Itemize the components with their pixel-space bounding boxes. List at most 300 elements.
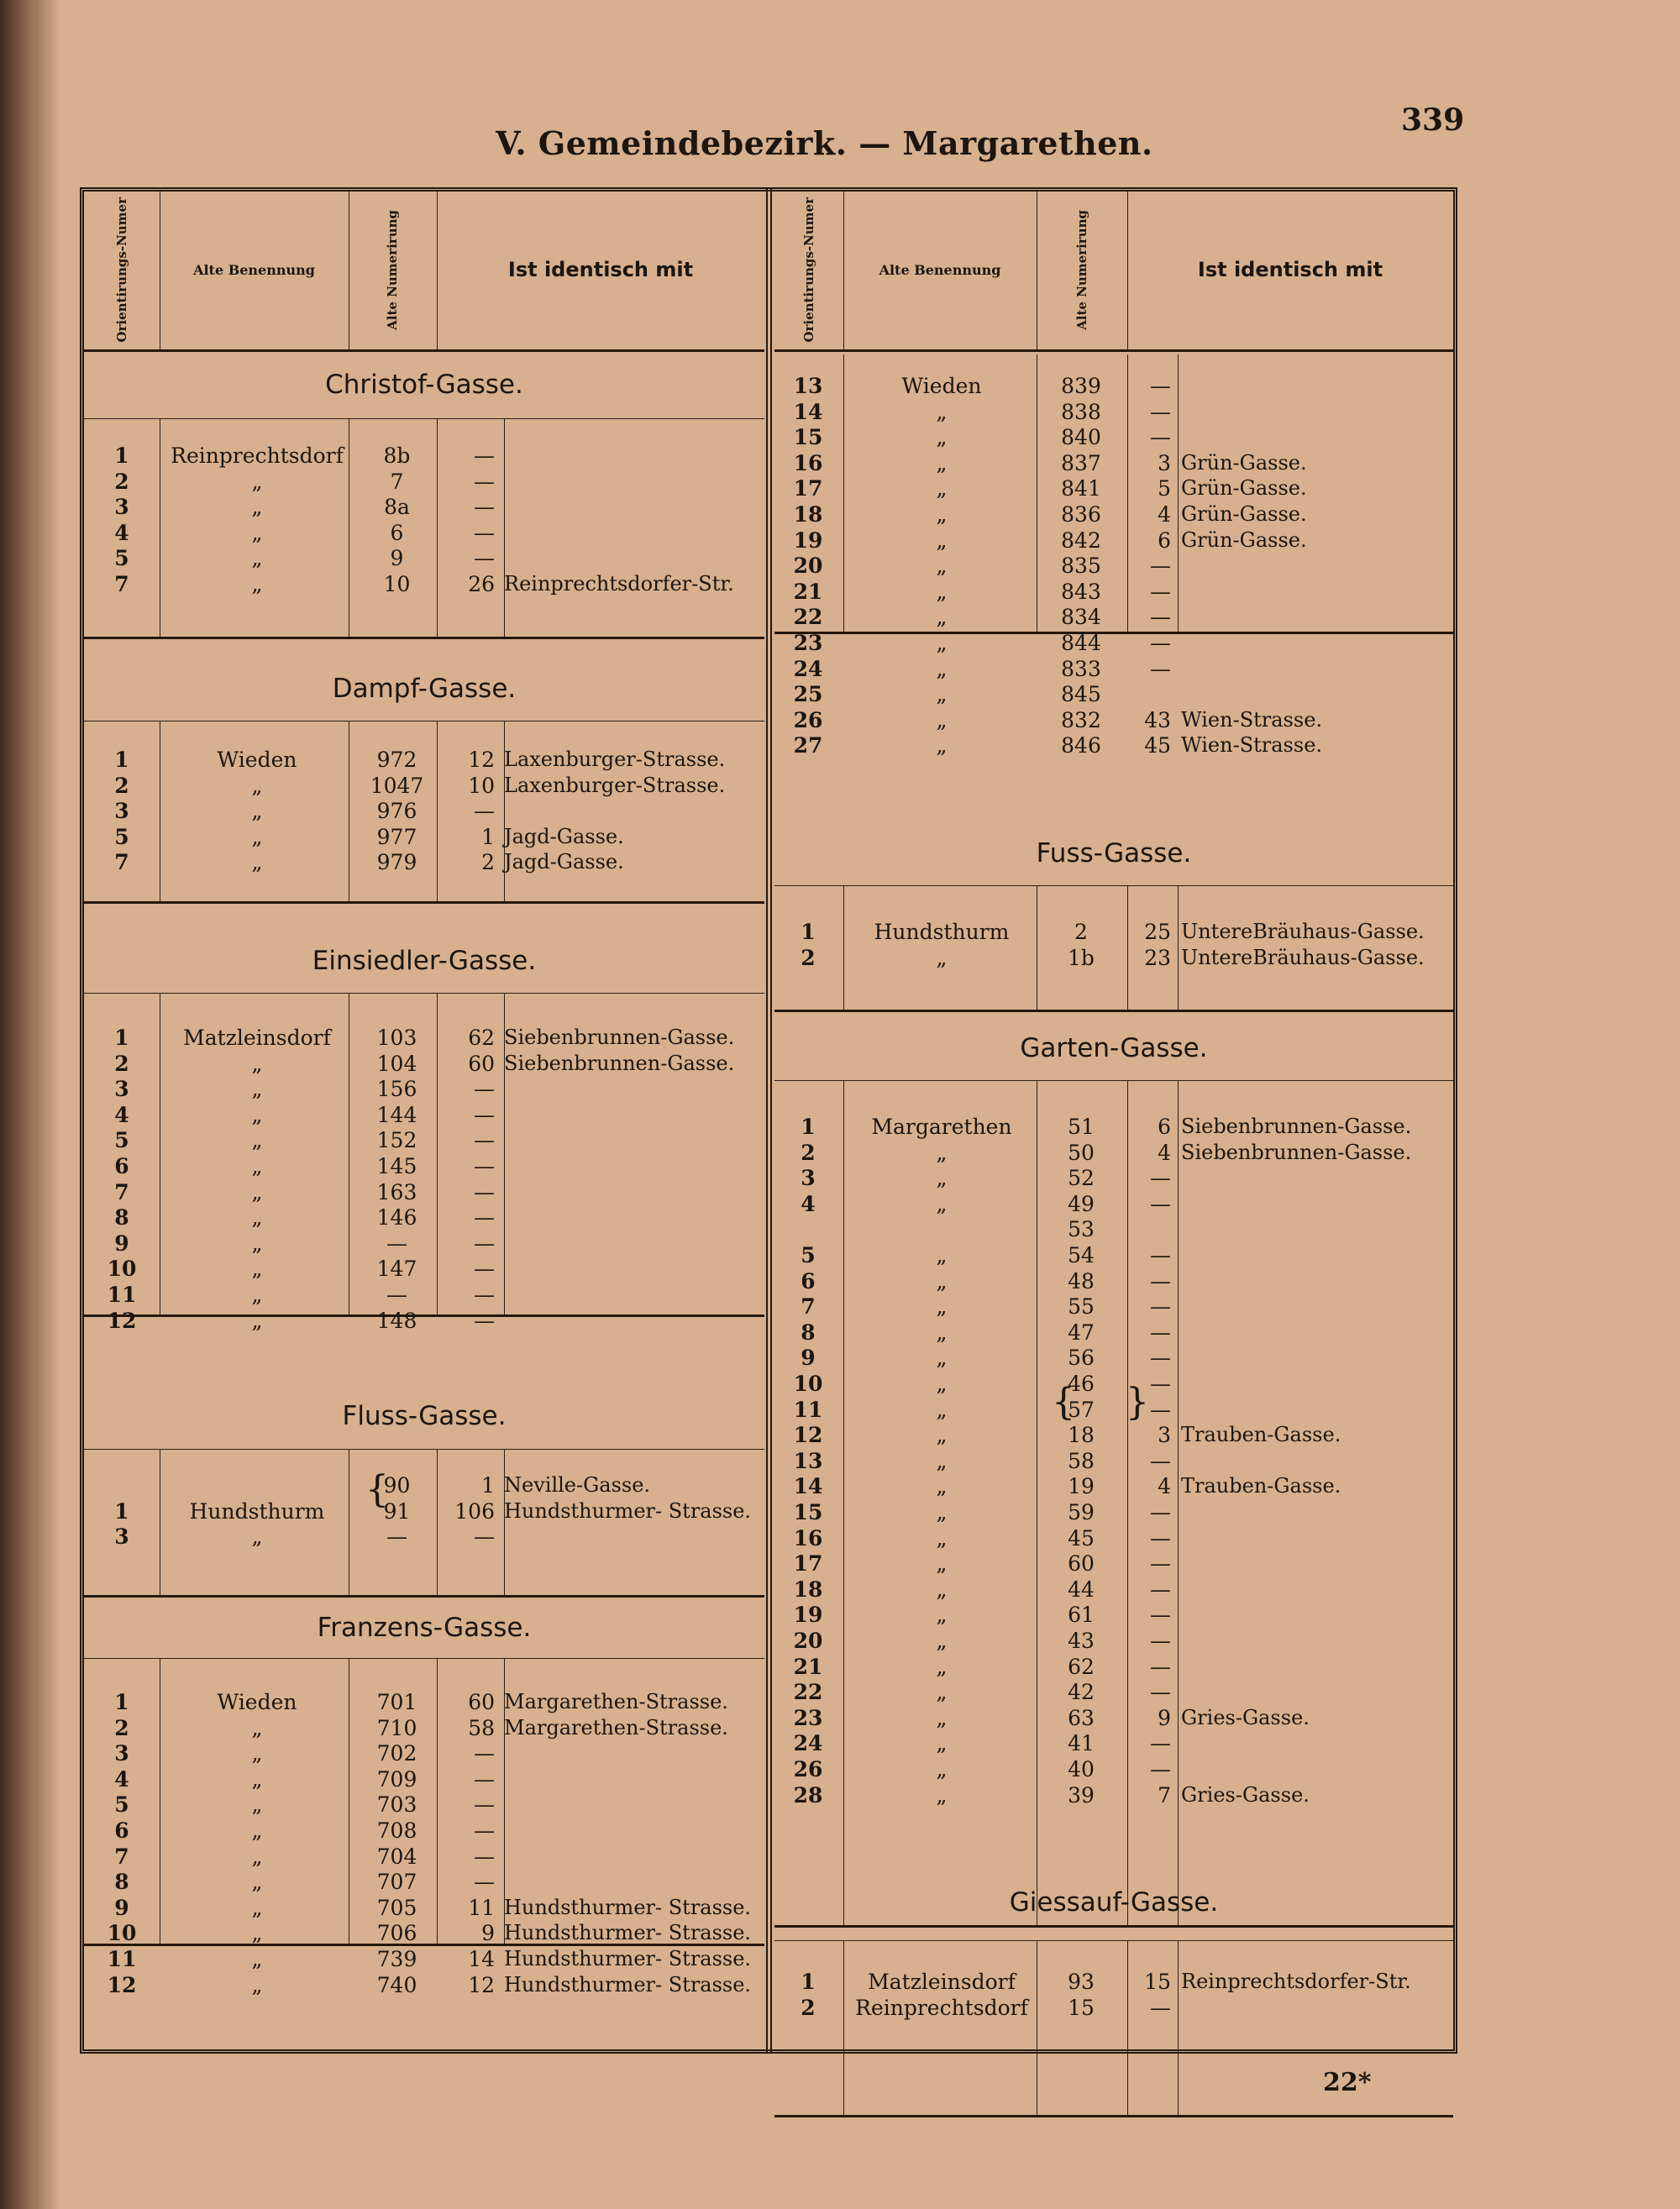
- cell-alt: „: [251, 850, 263, 875]
- cell-alt: „: [251, 1870, 263, 1895]
- section-title: Dampf-Gasse.: [332, 674, 517, 704]
- cell-alt: „: [936, 579, 948, 604]
- cell-alt: „: [251, 1972, 263, 1997]
- cell-identisch: Laxenburger-Strasse.: [504, 748, 726, 771]
- header-bottom-rule: [774, 349, 1453, 352]
- cell-new: —: [1150, 374, 1171, 398]
- table-row: [774, 656, 1453, 682]
- cell-alt: „: [251, 1257, 263, 1282]
- table-row: [84, 571, 764, 597]
- cell-altnr: 844: [1061, 631, 1101, 655]
- cell-alt: „: [936, 1372, 948, 1396]
- table-row: [84, 1689, 764, 1715]
- cell-nr: 11: [107, 1947, 137, 1971]
- cell-altnr: 103: [376, 1026, 417, 1050]
- table-row: [84, 747, 764, 773]
- cell-alt: „: [936, 631, 948, 655]
- cell-new: —: [1150, 1500, 1171, 1524]
- cell-alt: „: [936, 1782, 948, 1808]
- cell-alt: „: [251, 1766, 263, 1792]
- cell-alt: Hundsthurm: [189, 1498, 325, 1524]
- cell-alt: „: [936, 1525, 948, 1550]
- cell-nr: 3: [114, 799, 129, 824]
- spine-shadow: [35, 0, 60, 2209]
- cell-altnr: 52: [1068, 1166, 1095, 1191]
- cell-nr: 19: [793, 1603, 823, 1628]
- cell-new: 10: [468, 773, 495, 798]
- cell-nr: 16: [793, 1525, 823, 1550]
- cell-new: —: [474, 1766, 495, 1792]
- cell-altnr: 846: [1061, 733, 1101, 758]
- cell-new: 25: [1144, 920, 1171, 944]
- header-ist-identisch-mit: [1127, 190, 1453, 349]
- table-row: [774, 681, 1453, 707]
- cell-alt: „: [936, 527, 948, 553]
- cell-nr: 20: [793, 554, 823, 579]
- section-title: Christof-Gasse.: [325, 370, 523, 400]
- cell-nr: 4: [114, 1102, 129, 1127]
- cell-nr: 4: [114, 520, 129, 545]
- cell-new: —: [1150, 631, 1171, 655]
- section-einsiedler-gasse: [84, 932, 764, 1333]
- table-row: [774, 1499, 1453, 1525]
- cell-new: —: [474, 443, 495, 468]
- table-row: [84, 469, 764, 495]
- cell-nr: 2: [801, 945, 816, 970]
- cell-new: —: [474, 1179, 495, 1204]
- section-fuss-gasse: [774, 825, 1453, 1010]
- cell-altnr: 41: [1068, 1731, 1095, 1756]
- column-rule: [1127, 1940, 1128, 2115]
- cell-nr: 17: [793, 1551, 823, 1577]
- cell-alt: „: [251, 799, 263, 824]
- cell-altnr: 707: [376, 1870, 417, 1895]
- cell-altnr: 9: [390, 546, 404, 571]
- cell-identisch: Grün-Gasse.: [1181, 527, 1307, 552]
- cell-nr: 12: [793, 1423, 823, 1448]
- header-alte-benennung: [160, 190, 349, 349]
- section-bottom-rule: [774, 1010, 1453, 1012]
- table-row: [774, 732, 1453, 758]
- cell-identisch: Gries-Gasse.: [1181, 1782, 1310, 1807]
- cell-alt: „: [251, 1283, 263, 1307]
- cell-new: —: [1150, 1629, 1171, 1653]
- cell-altnr: 841: [1061, 476, 1101, 501]
- table-row: [84, 520, 764, 546]
- cell-nr: 28: [793, 1782, 823, 1808]
- cell-identisch: Neville-Gasse.: [504, 1473, 651, 1497]
- cell-altnr: 705: [376, 1895, 417, 1920]
- section-bottom-rule: [84, 1314, 764, 1317]
- cell-new: —: [474, 1230, 495, 1256]
- cell-nr: 6: [801, 1268, 816, 1293]
- table-row: [84, 1051, 764, 1077]
- cell-nr: 19: [793, 527, 823, 553]
- cell-new: 15: [1144, 1970, 1171, 1994]
- cell-nr: 1: [114, 1026, 129, 1050]
- cell-altnr: 39: [1068, 1782, 1095, 1808]
- cell-alt: „: [936, 733, 948, 758]
- cell-new: 12: [468, 748, 495, 772]
- header-label: Orientirungs-Numer: [801, 197, 816, 343]
- cell-identisch: Laxenburger-Strasse.: [504, 773, 726, 797]
- cell-altnr: 10: [383, 572, 411, 596]
- cell-alt: „: [936, 1423, 948, 1448]
- cell-nr: 14: [793, 399, 823, 424]
- cell-alt: „: [251, 469, 263, 494]
- cell-nr: 25: [793, 682, 823, 707]
- cell-nr: 17: [793, 476, 823, 501]
- cell-altnr: 836: [1061, 502, 1101, 527]
- table-row: [774, 707, 1453, 733]
- header-label: Alte Benennung: [193, 261, 315, 278]
- cell-nr: 15: [793, 425, 823, 450]
- cell-nr: 8: [114, 1205, 129, 1230]
- cell-altnr: 147: [376, 1257, 417, 1282]
- cell-alt: „: [936, 450, 948, 475]
- cell-identisch: Hundsthurmer- Strasse.: [504, 1498, 752, 1523]
- cell-alt: „: [936, 502, 948, 527]
- cell-nr: 7: [801, 1294, 816, 1320]
- cell-nr: 2: [801, 1140, 816, 1165]
- cell-nr: 1: [801, 1115, 816, 1139]
- table-row: [774, 1679, 1453, 1705]
- cell-new: —: [1150, 1525, 1171, 1550]
- cell-new: —: [1150, 399, 1171, 424]
- cell-nr: 6: [114, 1818, 129, 1843]
- cell-nr: 11: [793, 1397, 823, 1422]
- cell-altnr: 43: [1068, 1629, 1095, 1653]
- cell-new: 12: [468, 1972, 495, 1997]
- cell-alt: „: [936, 945, 948, 970]
- cell-altnr: 54: [1068, 1243, 1095, 1267]
- section-title-rule: [774, 885, 1453, 886]
- cell-alt: „: [936, 605, 948, 630]
- table-row: [774, 945, 1453, 971]
- table-row: [774, 1448, 1453, 1474]
- cell-altnr: 163: [376, 1179, 417, 1204]
- cell-nr: 18: [793, 502, 823, 527]
- cell-identisch: Reinprechtsdorfer-Str.: [1181, 1970, 1411, 1993]
- header-ist-identisch-mit: [437, 190, 764, 349]
- right-column: [774, 190, 1453, 2050]
- table-row: [774, 1114, 1453, 1140]
- cell-new: —: [1150, 1551, 1171, 1577]
- cell-nr: 1: [801, 920, 816, 944]
- cell-nr: 7: [114, 1179, 129, 1204]
- cell-alt: Wieden: [217, 1690, 297, 1714]
- cell-altnr: 832: [1061, 707, 1101, 732]
- table-row: [774, 1705, 1453, 1731]
- cell-alt: „: [936, 1757, 948, 1781]
- header-rule: [843, 190, 844, 349]
- cell-nr: 9: [114, 1895, 129, 1920]
- cell-alt: „: [251, 1524, 263, 1550]
- cell-new: —: [474, 1308, 495, 1333]
- cell-nr: 13: [793, 374, 823, 398]
- table-row: [774, 1165, 1453, 1191]
- table-row: [774, 1473, 1453, 1499]
- cell-altnr: 976: [376, 799, 417, 824]
- table-row: [84, 1818, 764, 1844]
- section-continued: [774, 354, 1453, 758]
- cell-identisch: Trauben-Gasse.: [1181, 1474, 1341, 1498]
- cell-altnr: 833: [1061, 656, 1101, 681]
- cell-new: —: [1150, 1654, 1171, 1679]
- table-row: [774, 604, 1453, 630]
- table-row: [774, 1422, 1453, 1448]
- cell-alt: „: [936, 1731, 948, 1756]
- cell-nr: 2: [114, 469, 129, 494]
- table-row: [774, 1191, 1453, 1217]
- cell-altnr: —: [386, 1283, 407, 1307]
- cell-nr: 1: [114, 1498, 129, 1524]
- brace-left-icon: {: [1052, 1381, 1075, 1424]
- cell-new: —: [474, 1283, 495, 1307]
- cell-altnr: 19: [1068, 1474, 1095, 1499]
- cell-alt: „: [936, 1294, 948, 1320]
- cell-nr: 21: [793, 1654, 823, 1679]
- cell-new: —: [1150, 1995, 1171, 2020]
- cell-alt: „: [936, 1500, 948, 1524]
- cell-new: —: [1150, 1603, 1171, 1628]
- cell-alt: „: [936, 476, 948, 501]
- cell-nr: 21: [793, 579, 823, 604]
- cell-alt: „: [251, 1818, 263, 1843]
- cell-nr: 16: [793, 450, 823, 475]
- cell-altnr: 706: [376, 1921, 417, 1946]
- cell-altnr: 840: [1061, 425, 1101, 450]
- cell-alt: Hundsthurm: [874, 920, 1010, 944]
- cell-alt: „: [936, 656, 948, 681]
- cell-new: —: [1150, 579, 1171, 604]
- cell-new: —: [1150, 656, 1171, 681]
- table-row: [774, 1577, 1453, 1603]
- table-row: [84, 545, 764, 571]
- cell-nr: 14: [793, 1474, 823, 1499]
- table-row: [774, 1654, 1453, 1680]
- cell-new: —: [1150, 1320, 1171, 1345]
- cell-new: 43: [1144, 707, 1171, 732]
- table-row: [84, 1472, 764, 1498]
- cell-alt: „: [936, 707, 948, 732]
- header-alte-benennung: [843, 190, 1037, 349]
- cell-alt: Matzleinsdorf: [183, 1026, 331, 1050]
- header-label: Alte Benennung: [879, 261, 1001, 278]
- cell-nr: 8: [114, 1870, 129, 1895]
- cell-nr: 27: [793, 733, 823, 758]
- table-row: [774, 1782, 1453, 1808]
- cell-altnr: 837: [1061, 450, 1101, 475]
- table-row: [774, 527, 1453, 554]
- cell-nr: 2: [801, 1995, 816, 2020]
- table-row: [84, 1153, 764, 1179]
- cell-new: —: [474, 799, 495, 824]
- cell-nr: 2: [114, 773, 129, 798]
- cell-altnr: 53: [1068, 1217, 1095, 1242]
- cell-identisch: Grün-Gasse.: [1181, 450, 1307, 475]
- cell-new: —: [474, 1844, 495, 1869]
- cell-nr: 12: [107, 1308, 137, 1333]
- header-rule: [1127, 190, 1128, 349]
- cell-alt: „: [936, 1577, 948, 1602]
- table-row: [84, 849, 764, 875]
- cell-altnr: 708: [376, 1818, 417, 1843]
- cell-nr: 22: [793, 1680, 823, 1705]
- table-row: [774, 475, 1453, 501]
- cell-altnr: 2: [1074, 920, 1088, 944]
- cell-alt: „: [251, 520, 263, 545]
- book-binding: [0, 0, 35, 2209]
- cell-new: 5: [1158, 476, 1171, 501]
- cell-nr: 10: [107, 1921, 137, 1946]
- cell-nr: 1: [114, 443, 129, 468]
- cell-identisch: Grün-Gasse.: [1181, 502, 1307, 526]
- cell-new: —: [1150, 1757, 1171, 1781]
- cell-alt: „: [936, 1191, 948, 1216]
- section-bottom-rule: [774, 2115, 1453, 2117]
- cell-nr: 7: [114, 572, 129, 596]
- header-alte-numerirung: [1037, 190, 1127, 349]
- cell-new: —: [1150, 1166, 1171, 1191]
- section-dampf-gasse: [84, 660, 764, 901]
- cell-nr: 5: [114, 546, 129, 571]
- header-label: Ist identisch mit: [507, 258, 694, 281]
- cell-alt: „: [251, 1741, 263, 1766]
- cell-identisch: Wien-Strasse.: [1181, 707, 1323, 732]
- table-row: [774, 450, 1453, 476]
- table-row: [84, 1498, 764, 1524]
- cell-altnr: 93: [1068, 1970, 1095, 1994]
- cell-identisch: Grün-Gasse.: [1181, 476, 1307, 501]
- table-row: [84, 1972, 764, 1998]
- cell-new: —: [474, 1524, 495, 1550]
- table-row: [774, 553, 1453, 579]
- cell-new: —: [1150, 1397, 1171, 1422]
- cell-nr: 5: [801, 1243, 816, 1267]
- cell-altnr: 42: [1068, 1680, 1095, 1705]
- cell-new: —: [474, 1205, 495, 1230]
- cell-identisch: Reinprechtsdorfer-Str.: [504, 572, 734, 596]
- cell-identisch: Hundsthurmer- Strasse.: [504, 1972, 752, 1996]
- table-row: [774, 579, 1453, 605]
- brace-right-icon: }: [1126, 1381, 1149, 1424]
- cell-new: 4: [1158, 502, 1171, 527]
- table-row: [774, 424, 1453, 450]
- cell-new: —: [474, 495, 495, 520]
- cell-nr: 3: [114, 1077, 129, 1102]
- section-title: Einsiedler-Gasse.: [312, 946, 537, 976]
- cell-new: —: [1150, 1294, 1171, 1320]
- cell-altnr: 152: [376, 1128, 417, 1153]
- cell-altnr: 59: [1068, 1500, 1095, 1524]
- cell-altnr: 61: [1068, 1603, 1095, 1628]
- cell-identisch: Trauben-Gasse.: [1181, 1423, 1341, 1447]
- cell-new: 14: [468, 1947, 495, 1971]
- cell-identisch: Siebenbrunnen-Gasse.: [1181, 1140, 1412, 1164]
- cell-new: 4: [1158, 1474, 1171, 1499]
- table-row: [84, 494, 764, 520]
- table-row: [84, 1256, 764, 1282]
- table-row: [84, 1524, 764, 1550]
- cell-altnr: 148: [376, 1308, 417, 1333]
- cell-nr: 22: [793, 605, 823, 630]
- table-row: [774, 373, 1453, 399]
- cell-identisch: Margarethen-Strasse.: [504, 1715, 728, 1739]
- table-row: [774, 1602, 1453, 1628]
- cell-alt: „: [251, 1128, 263, 1153]
- cell-altnr: 47: [1068, 1320, 1095, 1345]
- section-title: Giessauf-Gasse.: [1009, 1887, 1219, 1918]
- cell-alt: „: [251, 1230, 263, 1256]
- cell-alt: „: [936, 1268, 948, 1293]
- section-title-rule: [84, 1449, 764, 1450]
- table-row: [84, 773, 764, 799]
- cell-altnr: 8b: [383, 443, 411, 468]
- cell-new: 6: [1158, 527, 1171, 553]
- section-bottom-rule: [84, 1944, 764, 1946]
- section-title-rule: [84, 1658, 764, 1659]
- cell-nr: 26: [793, 1757, 823, 1781]
- cell-altnr: 56: [1068, 1346, 1095, 1371]
- cell-altnr: 845: [1061, 682, 1101, 707]
- table-row: [84, 1230, 764, 1257]
- table-row: [774, 1293, 1453, 1320]
- table-row: [84, 443, 764, 469]
- cell-alt: „: [251, 1715, 263, 1740]
- cell-altnr: 45: [1068, 1525, 1095, 1550]
- cell-altnr: 15: [1068, 1995, 1095, 2020]
- cell-alt: „: [936, 1705, 948, 1730]
- cell-identisch: Siebenbrunnen-Gasse.: [1181, 1115, 1412, 1138]
- cell-altnr: 18: [1068, 1423, 1095, 1448]
- cell-alt: „: [251, 1051, 263, 1076]
- table-row: [84, 1844, 764, 1870]
- cell-alt: Wieden: [901, 374, 982, 398]
- cell-alt: „: [251, 1179, 263, 1204]
- cell-alt: „: [936, 1680, 948, 1705]
- table-row: [774, 1969, 1453, 1995]
- cell-altnr: 835: [1061, 554, 1101, 579]
- cell-identisch: Hundsthurmer- Strasse.: [504, 1921, 752, 1945]
- cell-new: 11: [468, 1895, 495, 1920]
- section-bottom-rule: [84, 901, 764, 904]
- cell-nr: 1: [114, 748, 129, 772]
- cell-alt: „: [936, 1320, 948, 1345]
- cell-alt: „: [251, 1921, 263, 1946]
- table-row: [774, 1371, 1453, 1397]
- table-row: [84, 1025, 764, 1051]
- table-row: [774, 1397, 1453, 1423]
- cell-altnr: —: [386, 1524, 407, 1550]
- table-row: [84, 824, 764, 850]
- column-rule: [843, 1940, 844, 2115]
- header-label: Alte Numerirung: [1074, 209, 1089, 330]
- cell-nr: 4: [114, 1766, 129, 1792]
- cell-nr: 10: [107, 1257, 137, 1282]
- cell-alt: „: [936, 1166, 948, 1191]
- cell-new: —: [1150, 1372, 1171, 1396]
- cell-new: —: [1150, 554, 1171, 579]
- cell-alt: „: [936, 1474, 948, 1499]
- cell-nr: 3: [114, 1524, 129, 1550]
- cell-nr: 7: [114, 1844, 129, 1869]
- cell-altnr: 709: [376, 1766, 417, 1792]
- cell-new: 3: [1158, 1423, 1171, 1448]
- cell-new: —: [474, 1818, 495, 1843]
- cell-new: —: [474, 1741, 495, 1766]
- cell-altnr: 104: [376, 1051, 417, 1076]
